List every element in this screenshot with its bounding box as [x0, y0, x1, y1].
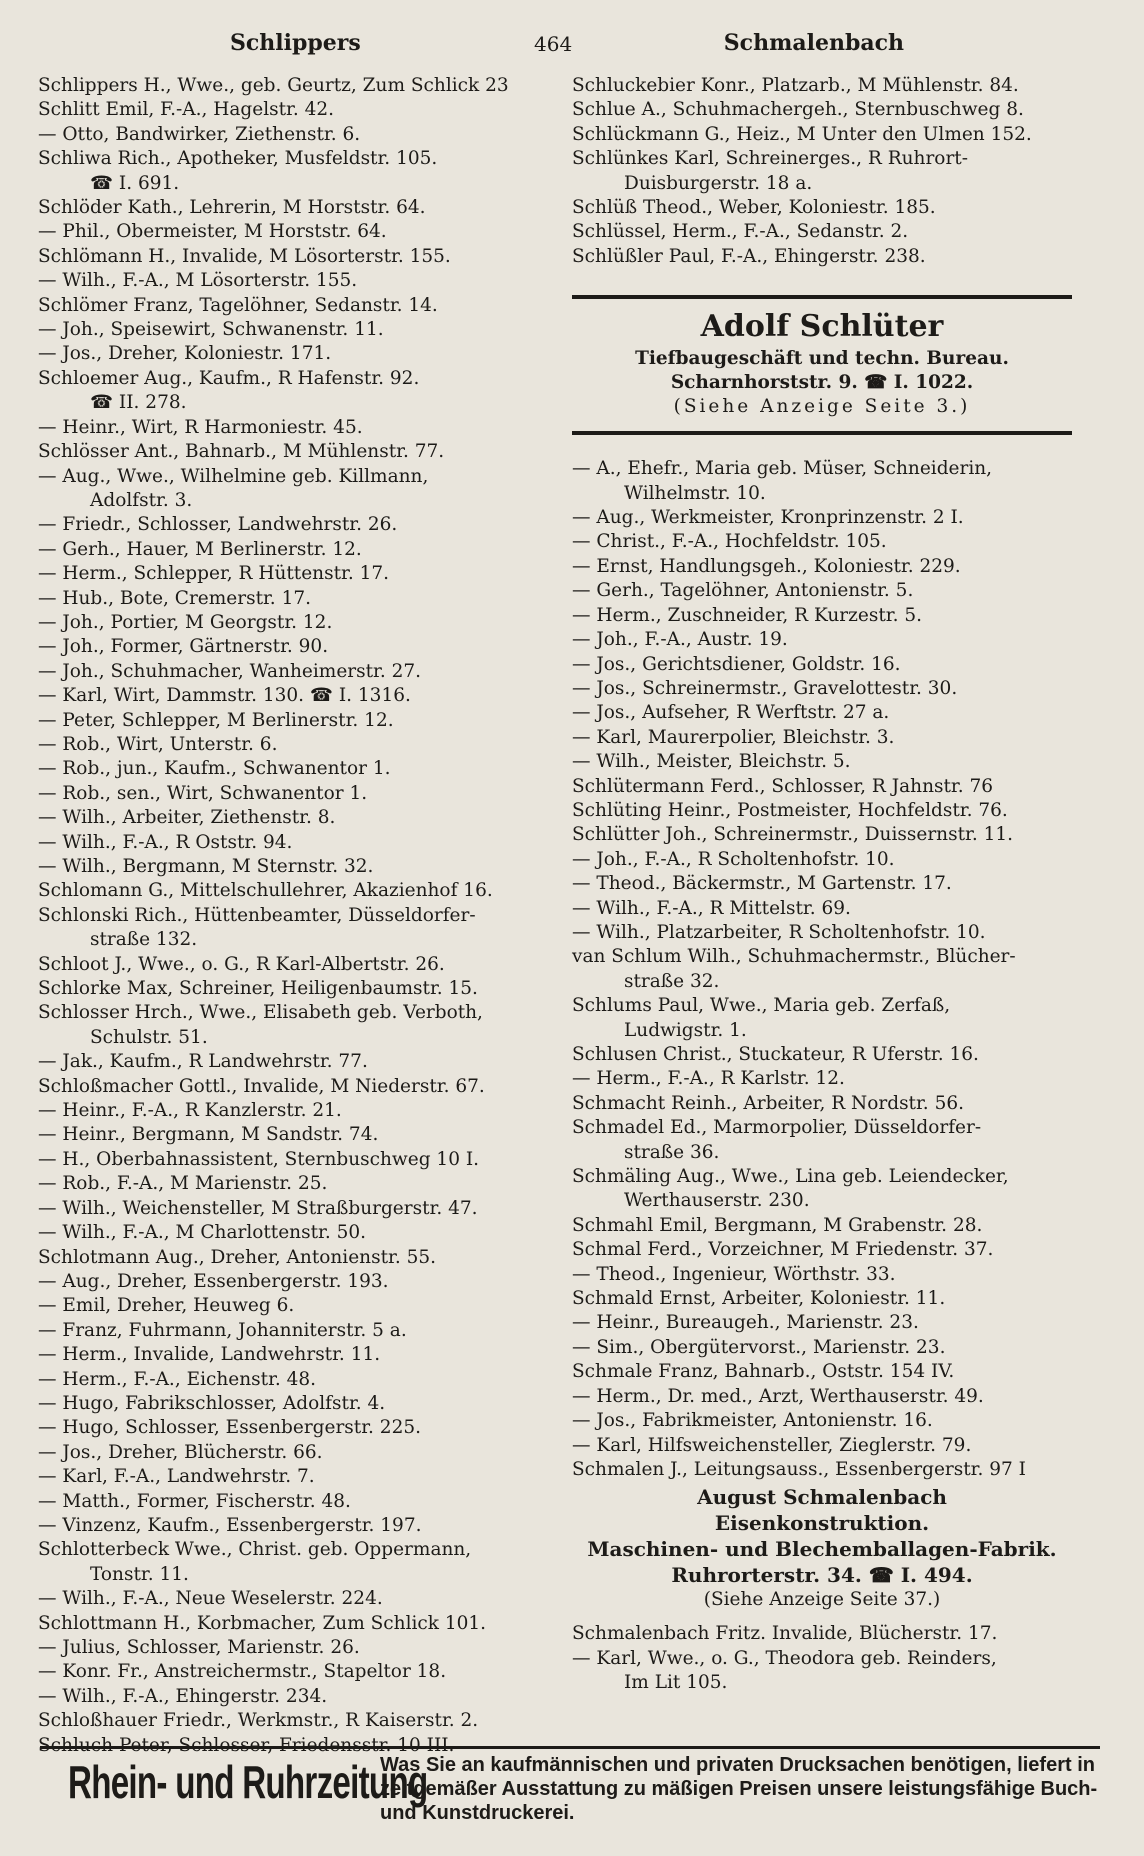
directory-entry [572, 1116, 1112, 1140]
directory-entry [572, 123, 1112, 147]
directory-entry [572, 1409, 1112, 1433]
directory-entry [38, 1636, 548, 1660]
directory-entry [38, 1123, 548, 1147]
entry-text: — H., Oberbahnassistent, Sternbuschweg 10 I. [38, 1148, 480, 1170]
footer-advert [40, 1746, 1100, 1833]
entry-text: Schlückmann G., Heiz., M Unter den Ulmen 152. [572, 123, 1032, 145]
entry-text: — Joh., F.-A., Austr. 19. [572, 629, 788, 651]
entry-text: Schlums Paul, Wwe., Maria geb. Zerfaß, [572, 995, 951, 1017]
entry-text: Schlippers H., Wwe., geb. Geurtz, Zum Schlick 23 [38, 75, 509, 96]
entry-text: Schloßhauer Friedr., Werkmstr., R Kaiserstr. 2. [38, 1710, 479, 1732]
directory-entry [572, 897, 1112, 921]
directory-entry [38, 147, 548, 171]
entry-text: — Herm., Dr. med., Arzt, Werthauserstr. 49. [572, 1385, 984, 1407]
entry-text: — Wilh., F.-A., Ehingerstr. 234. [38, 1685, 328, 1707]
directory-entry [572, 245, 1112, 269]
entry-text: — Rob., Wirt, Unterstr. 6. [38, 733, 278, 755]
directory-entry [38, 1660, 548, 1684]
entry-text: — Jos., Dreher, Koloniestr. 171. [38, 343, 332, 365]
entry-text: Schlotterbeck Wwe., Christ. geb. Oppermann, [38, 1539, 472, 1561]
entry-text: Schlottmann H., Korbmacher, Zum Schlick 101. [38, 1612, 487, 1634]
directory-entry [38, 611, 548, 635]
entry-text: Schlomann G., Mittelschullehrer, Akazienhof 16. [38, 880, 493, 902]
entry-text: — Rob., jun., Kaufm., Schwanentor 1. [38, 758, 391, 780]
directory-entry [572, 1458, 1112, 1482]
entry-text: — Hugo, Schlosser, Essenbergerstr. 225. [38, 1417, 421, 1439]
directory-entry [38, 635, 548, 659]
entry-text: — Wilh., F.-A., R Mittelstr. 69. [572, 897, 851, 919]
entry-text: — Heinr., Bergmann, M Sandstr. 74. [38, 1124, 379, 1146]
entry-text: Schmäling Aug., Wwe., Lina geb. Leiendecker, [572, 1166, 1009, 1188]
directory-entry [38, 660, 548, 684]
entry-text: Schlömann H., Invalide, M Lösorterstr. 155. [38, 245, 451, 267]
entry-text: — Karl, Hilfsweichensteller, Zieglerstr. 79. [572, 1434, 972, 1456]
directory-entry [38, 1294, 548, 1318]
entry-text: Schliwa Rich., Apotheker, Musfeldstr. 105. [38, 148, 438, 170]
directory-entry [572, 1092, 1112, 1116]
directory-entry [38, 269, 548, 293]
entry-text: Schlünkes Karl, Schreinerges., R Ruhrort- [572, 148, 968, 170]
directory-entry [572, 823, 1112, 847]
entry-text: — Jos., Dreher, Blücherstr. 66. [38, 1441, 323, 1463]
directory-entry [572, 726, 1112, 750]
entry-text: — Theod., Bäckermstr., M Gartenstr. 17. [572, 873, 952, 895]
entry-text: — Friedr., Schlosser, Landwehrstr. 26. [38, 514, 398, 536]
directory-entry [572, 506, 1112, 530]
entry-text: Schluckebier Konr., Platzarb., M Mühlenstr. 84. [572, 75, 1019, 96]
entry-text: — Konr. Fr., Anstreichermstr., Stapeltor 18. [38, 1661, 447, 1683]
entry-text: — Hugo, Fabrikschlosser, Adolfstr. 4. [38, 1392, 386, 1414]
directory-entry [572, 1336, 1112, 1360]
entry-text: — Ernst, Handlungsgeh., Koloniestr. 229. [572, 555, 961, 577]
entry-text: — Wilh., F.-A., M Charlottenstr. 50. [38, 1222, 367, 1244]
directory-entry [38, 977, 548, 1001]
entry-text: — Jos., Schreinermstr., Gravelottestr. 30. [572, 677, 958, 699]
entry-text: Schlusen Christ., Stuckateur, R Uferstr. 16. [572, 1044, 979, 1065]
directory-entry [38, 1221, 548, 1245]
entry-text: — Christ., F.-A., Hochfeldstr. 105. [572, 531, 887, 553]
directory-entry [38, 1490, 548, 1514]
entry-text: — Franz, Fuhrmann, Johanniterstr. 5 a. [38, 1319, 407, 1341]
entry-text: — Joh., F.-A., R Scholtenhofstr. 10. [572, 848, 895, 870]
directory-entry [38, 342, 548, 366]
entry-text: Schlüßler Paul, F.-A., Ehingerstr. 238. [572, 245, 926, 267]
entry-text: Schmalen J., Leitungsauss., Essenbergerstr. 97 I [572, 1458, 1026, 1480]
directory-entry [38, 1709, 548, 1733]
directory-entry [38, 318, 548, 342]
entry-text: — Wilh., F.-A., M Lösorterstr. 155. [38, 270, 358, 292]
directory-entry [38, 74, 548, 98]
entry-text: Schmadel Ed., Marmorpolier, Düsseldorfer- [572, 1117, 982, 1139]
entry-text: — A., Ehefr., Maria geb. Müser, Schneiderin, [572, 458, 993, 480]
entry-text: — Sim., Obergütervorst., Marienstr. 23. [572, 1336, 946, 1358]
directory-entry [38, 513, 548, 537]
entry-text: Schlöder Kath., Lehrerin, M Horststr. 64. [38, 197, 426, 219]
right-top-entries [572, 74, 1112, 269]
entry-continuation: Schulstr. 51. [90, 1026, 208, 1048]
directory-entry [572, 1263, 1112, 1287]
entry-text: Schlütter Joh., Schreinermstr., Duissernstr. 11. [572, 824, 1014, 846]
directory-entry [572, 1067, 1112, 1091]
directory-entry [572, 555, 1112, 579]
entry-text: — Wilh., F.-A., R Oststr. 94. [38, 831, 293, 853]
directory-entry [572, 530, 1112, 554]
advert-line: Eisenkonstruktion. [714, 1511, 930, 1536]
directory-entry [572, 1214, 1112, 1238]
directory-entry [572, 579, 1112, 603]
page-number: 464 [534, 32, 573, 56]
directory-entry [38, 562, 548, 586]
entry-continuation: ☎ I. 691. [90, 172, 180, 194]
entry-continuation: Ludwigstr. 1. [624, 1019, 747, 1041]
entry-text: Schlue A., Schuhmachergeh., Sternbuschweg 8. [572, 99, 1024, 121]
right-bottom-entries [572, 1622, 1112, 1695]
entry-text: — Joh., Speisewirt, Schwanenstr. 11. [38, 319, 384, 341]
entry-text: Schmahl Emil, Bergmann, M Grabenstr. 28. [572, 1214, 983, 1236]
entry-text: — Karl, F.-A., Landwehrstr. 7. [38, 1466, 315, 1488]
entry-text: Schloot J., Wwe., o. G., R Karl-Albertstr. 26. [38, 953, 445, 975]
entry-continuation: Im Lit 105. [624, 1672, 728, 1694]
entry-text: — Vinzenz, Kaufm., Essenbergerstr. 197. [38, 1514, 422, 1536]
directory-entry [38, 220, 548, 244]
divider [572, 431, 1072, 435]
entry-continuation: straße 132. [90, 929, 198, 951]
entry-text: — Herm., Zuschneider, R Kurzestr. 5. [572, 604, 923, 626]
entry-continuation: straße 32. [624, 970, 720, 992]
advert-line: Tiefbaugeschäft und techn. Bureau. [635, 348, 1009, 370]
directory-entry [38, 953, 548, 977]
entry-text: Schlitt Emil, F.-A., Hagelstr. 42. [38, 99, 335, 121]
entry-text: — Matth., Former, Fischerstr. 48. [38, 1490, 351, 1512]
directory-entry [572, 1360, 1112, 1384]
entry-text: — Heinr., F.-A., R Kanzlerstr. 21. [38, 1100, 342, 1122]
header-right: Schmalenbach [723, 30, 904, 56]
directory-entry [38, 98, 548, 122]
directory-entry [572, 98, 1112, 122]
entry-text: — Otto, Bandwirker, Ziethenstr. 6. [38, 123, 361, 145]
entry-text: Schmalenbach Fritz. Invalide, Blücherstr. 17. [572, 1623, 998, 1645]
directory-entry [572, 653, 1112, 677]
entry-text: van Schlum Wilh., Schuhmachermstr., Blücher- [572, 946, 1016, 968]
directory-entry [38, 1441, 548, 1465]
directory-entry [38, 757, 548, 781]
directory-entry [572, 1434, 1112, 1458]
entry-text: Schmald Ernst, Arbeiter, Koloniestr. 11. [572, 1288, 946, 1310]
directory-entry [38, 367, 548, 391]
entry-text: — Gerh., Tagelöhner, Antonienstr. 5. [572, 580, 914, 602]
advert-line: (Siehe Anzeige Seite 3.) [673, 396, 971, 418]
entry-text: — Jos., Fabrikmeister, Antonienstr. 16. [572, 1410, 933, 1432]
entry-text: — Wilh., Meister, Bleichstr. 5. [572, 751, 851, 773]
directory-entry [38, 1612, 548, 1636]
entry-text: — Wilh., Platzarbeiter, R Scholtenhofstr. 10. [572, 921, 986, 943]
entry-text: — Herm., Schlepper, R Hüttenstr. 17. [38, 563, 390, 585]
directory-entry [38, 1172, 548, 1196]
directory-entry [38, 416, 548, 440]
directory-entry [38, 1148, 548, 1172]
entry-text: — Herm., F.-A., Eichenstr. 48. [38, 1368, 317, 1390]
header-left: Schlippers [230, 30, 361, 56]
advert-line: (Siehe Anzeige Seite 37.) [703, 1589, 941, 1611]
directory-entry [38, 1465, 548, 1489]
entry-text: Schloßmacher Gottl., Invalide, M Niederstr. 67. [38, 1075, 485, 1097]
directory-entry [38, 1197, 548, 1221]
entry-text: Schlömer Franz, Tagelöhner, Sedanstr. 14. [38, 294, 438, 316]
directory-entry [38, 1075, 548, 1099]
entry-text: — Hub., Bote, Cremerstr. 17. [38, 587, 311, 609]
entry-text: — Peter, Schlepper, M Berlinerstr. 12. [38, 709, 394, 731]
directory-entry [572, 701, 1112, 725]
directory-entry [572, 921, 1112, 945]
directory-entry [572, 220, 1112, 244]
entry-text: — Rob., sen., Wirt, Schwanentor 1. [38, 782, 368, 804]
directory-entry [38, 1514, 548, 1538]
entry-continuation: Wilhelmstr. 10. [624, 482, 766, 504]
directory-entry [572, 848, 1112, 872]
advert-line: Ruhrorterstr. 34. ☎ I. 494. [671, 1563, 973, 1588]
entry-text: — Wilh., Weichensteller, M Straßburgerstr. 47. [38, 1197, 478, 1219]
advert-schlueter [572, 307, 1072, 419]
directory-entry [38, 1343, 548, 1367]
entry-text: Schlösser Ant., Bahnarb., M Mühlenstr. 77. [38, 441, 445, 463]
directory-entry [38, 123, 548, 147]
directory-entry [38, 1270, 548, 1294]
right-mid-entries [572, 457, 1112, 1482]
entry-text: — Aug., Wwe., Wilhelmine geb. Killmann, [38, 465, 429, 487]
entry-text: Schluch Peter, Schlosser, Friedensstr. 10 III. [38, 1734, 455, 1756]
directory-entry [572, 1287, 1112, 1311]
entry-text: Schlütermann Ferd., Schlosser, R Jahnstr. 76 [572, 775, 994, 797]
entry-continuation: ☎ II. 278. [90, 392, 187, 414]
directory-entry [38, 1001, 548, 1025]
directory-entry [38, 1099, 548, 1123]
directory-entry [38, 904, 548, 928]
entry-text: — Wilh., F.-A., Neue Weselerstr. 224. [38, 1588, 383, 1610]
entry-text: Schlorke Max, Schreiner, Heiligenbaumstr. 15. [38, 978, 478, 1000]
entry-text: — Herm., F.-A., R Karlstr. 12. [572, 1068, 845, 1090]
entry-text: — Heinr., Wirt, R Harmoniestr. 45. [38, 416, 363, 438]
directory-entry [572, 196, 1112, 220]
entry-text: Schlüting Heinr., Postmeister, Hochfeldstr. 76. [572, 799, 1008, 821]
directory-entry [38, 294, 548, 318]
entry-text: — Julius, Schlosser, Marienstr. 26. [38, 1637, 360, 1658]
directory-entry [572, 1043, 1112, 1067]
directory-entry [572, 1311, 1112, 1335]
directory-entry [572, 750, 1112, 774]
directory-entry [572, 994, 1112, 1018]
directory-entry [38, 1587, 548, 1611]
entry-text: — Herm., Invalide, Landwehrstr. 11. [38, 1344, 381, 1366]
directory-entry [38, 1416, 548, 1440]
entry-text: — Heinr., Bureaugeh., Marienstr. 23. [572, 1312, 919, 1334]
entry-text: — Theod., Ingenieur, Wörthstr. 33. [572, 1263, 896, 1285]
entry-text: Schmale Franz, Bahnarb., Oststr. 154 IV. [572, 1361, 955, 1383]
directory-entry [38, 684, 548, 708]
entry-text: Schlonski Rich., Hüttenbeamter, Düsseldorfer- [38, 904, 476, 926]
directory-entry [572, 799, 1112, 823]
directory-entry [572, 945, 1112, 969]
left-column [38, 74, 548, 1758]
directory-entry [38, 245, 548, 269]
directory-entry [572, 775, 1112, 799]
directory-entry [38, 1392, 548, 1416]
entry-text: — Aug., Dreher, Essenbergerstr. 193. [38, 1270, 389, 1292]
directory-entry [38, 879, 548, 903]
entry-continuation: Duisburgerstr. 18 a. [624, 172, 813, 194]
advert-title: August Schmalenbach [697, 1485, 947, 1510]
directory-entry [38, 1246, 548, 1270]
advert-schmalenbach [572, 1484, 1072, 1612]
entry-text: Schlotmann Aug., Dreher, Antonienstr. 55. [38, 1246, 437, 1268]
directory-entry [38, 1368, 548, 1392]
directory-entry [572, 147, 1112, 171]
directory-entry [572, 677, 1112, 701]
entry-text: Schlüssel, Herm., F.-A., Sedanstr. 2. [572, 221, 909, 243]
directory-entry [38, 587, 548, 611]
directory-entry [572, 1622, 1112, 1646]
entry-text: — Karl, Maurerpolier, Bleichstr. 3. [572, 726, 895, 748]
directory-entry [572, 872, 1112, 896]
entry-text: — Rob., F.-A., M Marienstr. 25. [38, 1173, 328, 1195]
directory-entry [38, 440, 548, 464]
entry-text: — Wilh., Bergmann, M Sternstr. 32. [38, 856, 374, 877]
entry-text: — Jos., Gerichtsdiener, Goldstr. 16. [572, 653, 901, 675]
entry-text: — Jos., Aufseher, R Werftstr. 27 a. [572, 702, 890, 724]
directory-entry [38, 709, 548, 733]
entry-text: — Karl, Wwe., o. G., Theodora geb. Reinders, [572, 1647, 997, 1669]
divider [572, 295, 1072, 299]
entry-text: Schlüß Theod., Weber, Koloniestr. 185. [572, 197, 936, 219]
entry-text: — Joh., Portier, M Georgstr. 12. [38, 611, 333, 633]
directory-entry [572, 628, 1112, 652]
entry-text: — Wilh., Arbeiter, Ziethenstr. 8. [38, 807, 336, 829]
entry-text: — Gerh., Hauer, M Berlinerstr. 12. [38, 538, 362, 560]
directory-entry [38, 782, 548, 806]
footer-brand: Rhein- und Ruhrzeitung [68, 1756, 428, 1808]
advert-title: Adolf Schlüter [700, 309, 944, 345]
entry-text: Schmal Ferd., Vorzeichner, M Friedenstr. 37. [572, 1239, 994, 1261]
entry-text: — Joh., Former, Gärtnerstr. 90. [38, 636, 329, 658]
directory-entry [38, 538, 548, 562]
directory-entry [38, 733, 548, 757]
directory-entry [572, 457, 1112, 481]
entry-text: — Joh., Schuhmacher, Wanheimerstr. 27. [38, 660, 422, 682]
entry-continuation: Adolfstr. 3. [90, 489, 193, 511]
directory-entry [38, 1319, 548, 1343]
directory-entry [572, 1385, 1112, 1409]
entry-text: Schmacht Reinh., Arbeiter, R Nordstr. 56. [572, 1092, 964, 1114]
directory-entry [38, 806, 548, 830]
directory-entry [38, 855, 548, 879]
entry-text: — Aug., Werkmeister, Kronprinzenstr. 2 I. [572, 507, 964, 529]
entry-text: — Karl, Wirt, Dammstr. 130. ☎ I. 1316. [38, 685, 411, 707]
entry-text: Schloemer Aug., Kaufm., R Hafenstr. 92. [38, 367, 420, 389]
entry-text: — Emil, Dreher, Heuweg 6. [38, 1295, 295, 1317]
footer-text: Was Sie an kaufmännischen und privaten Drucksachen benötigen, liefert in zeitgemäßer Ausstattung zu mäßigen Preisen unsere leistungsfähige Buch- und Kunstdruckerei. [380, 1754, 1098, 1824]
advert-line: Scharnhorststr. 9. ☎ I. 1022. [670, 372, 974, 394]
directory-entry [572, 74, 1112, 98]
directory-entry [572, 1647, 1112, 1671]
directory-entry [38, 196, 548, 220]
entry-continuation: straße 36. [624, 1141, 720, 1163]
entry-text: Schlosser Hrch., Wwe., Elisabeth geb. Verboth, [38, 1002, 483, 1024]
entry-continuation: Werthauserstr. 230. [624, 1190, 810, 1212]
directory-entry [38, 1050, 548, 1074]
directory-entry [38, 465, 548, 489]
directory-entry [572, 604, 1112, 628]
entry-text: — Jak., Kaufm., R Landwehrstr. 77. [38, 1051, 368, 1073]
directory-entry [38, 831, 548, 855]
entry-continuation: Tonstr. 11. [90, 1563, 189, 1585]
directory-entry [572, 1165, 1112, 1189]
directory-entry [38, 1685, 548, 1709]
directory-entry [38, 1538, 548, 1562]
advert-line: Maschinen- und Blechemballagen-Fabrik. [587, 1537, 1057, 1562]
directory-entry [572, 1238, 1112, 1262]
right-column [572, 74, 1112, 1696]
entry-text: — Phil., Obermeister, M Horststr. 64. [38, 221, 387, 243]
